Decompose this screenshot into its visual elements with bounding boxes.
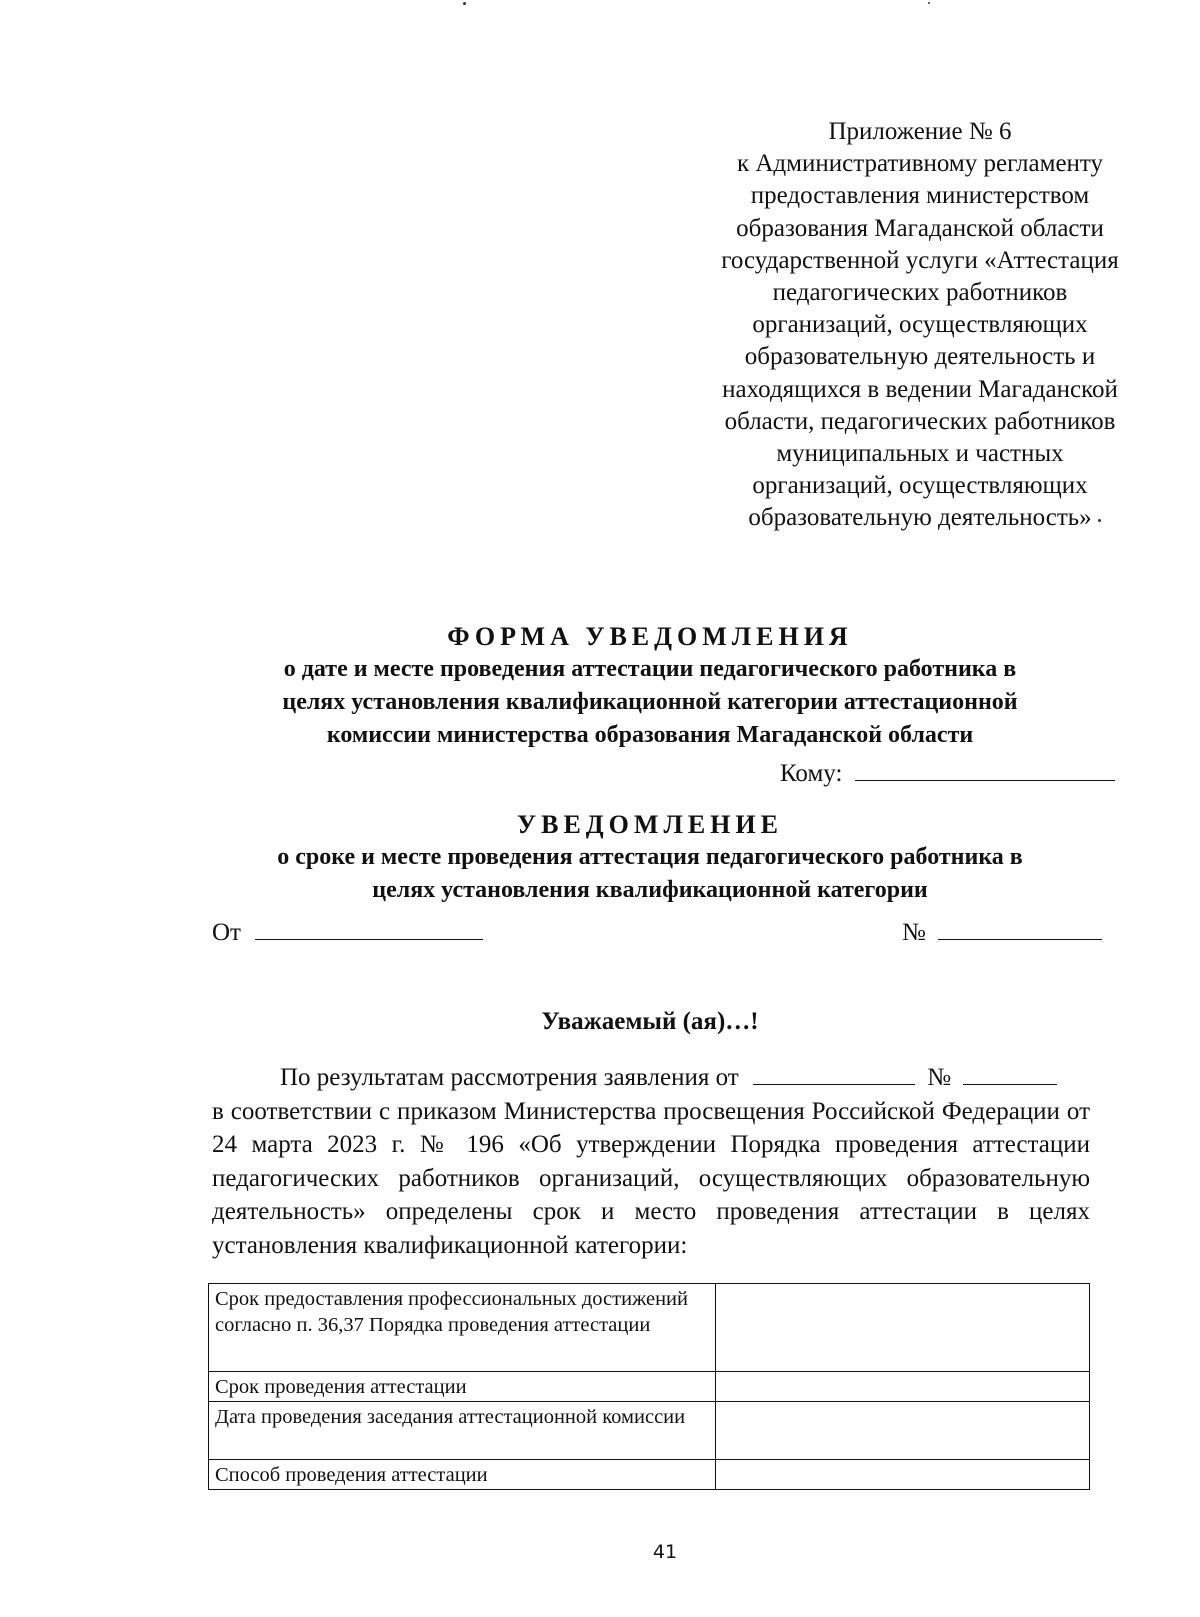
page-number: 41 xyxy=(652,1541,678,1563)
appendix-line: организаций, осуществляющих xyxy=(752,472,1088,500)
appendix-line: находящихся в ведении Магаданской xyxy=(722,375,1118,403)
appendix-line: организаций, осуществляющих xyxy=(752,311,1088,339)
appendix-line: области, педагогических работников xyxy=(724,407,1116,435)
application-number-blank[interactable] xyxy=(963,1060,1057,1085)
table-row xyxy=(209,1372,1090,1402)
form-subtitle-line: комиссии министерства образования Магаданской области xyxy=(326,722,974,748)
appendix-line: педагогических работников xyxy=(772,279,1068,307)
table-cell-label: Срок проведения аттестации xyxy=(209,1372,716,1402)
notice-subtitle-line: целях установления квалификационной категории xyxy=(372,877,928,903)
from-label: От xyxy=(212,919,241,946)
appendix-line: предоставления министерством xyxy=(750,182,1090,210)
notice-subtitle-line: о сроке и месте проведения аттестация педагогического работника в xyxy=(277,844,1023,870)
number-field xyxy=(902,915,1102,947)
recipient-label: Кому: xyxy=(780,760,843,787)
appendix-line: образовательную деятельность и xyxy=(744,343,1096,371)
recipient-row xyxy=(780,756,1115,788)
application-date-blank[interactable] xyxy=(753,1060,915,1085)
table-cell-value[interactable] xyxy=(716,1372,1090,1402)
application-text: По результатам рассмотрения заявления от xyxy=(280,1064,739,1091)
appendix-line: муниципальных и частных xyxy=(776,440,1064,468)
scan-speck xyxy=(463,2,466,5)
notice-heading xyxy=(210,808,1090,907)
application-line xyxy=(212,1060,1090,1095)
table-cell-label: Дата проведения заседания аттестационной комиссии xyxy=(209,1402,716,1460)
appendix-line: образовательную деятельность» xyxy=(748,504,1092,532)
form-heading xyxy=(210,620,1090,752)
greeting: Уважаемый (ая)…! xyxy=(541,1008,759,1035)
appendix-line: государственной услуги «Аттестация xyxy=(721,246,1119,274)
scan-speck xyxy=(928,2,930,4)
appendix-lines xyxy=(700,148,1140,534)
table-cell-value[interactable] xyxy=(716,1284,1090,1372)
from-field xyxy=(212,915,483,947)
appendix-number: Приложение № 6 xyxy=(828,118,1012,145)
number-label: № xyxy=(902,919,926,946)
body-paragraph: в соответствии с приказом Министерства просвещения Российской Федерации от 24 марта 2023 г. № 196 «Об утверждении Порядка проведения аттестации педагогических работников организаций, осуществляющих образовательную деятельность» определены срок и место проведения аттестации в целях установления квалификационной категории: xyxy=(212,1097,1090,1259)
table-row xyxy=(209,1402,1090,1460)
table-row xyxy=(209,1284,1090,1372)
appendix-line: образования Магаданской области xyxy=(736,214,1104,242)
table-cell-value[interactable] xyxy=(716,1460,1090,1490)
table-cell-value[interactable] xyxy=(716,1402,1090,1460)
recipient-blank[interactable] xyxy=(855,756,1115,781)
table-row xyxy=(209,1460,1090,1490)
attestation-table xyxy=(208,1283,1090,1490)
from-blank[interactable] xyxy=(255,915,483,940)
application-number-label: № xyxy=(927,1064,952,1091)
appendix-line: к Административному регламенту xyxy=(736,150,1104,178)
body-text xyxy=(212,1060,1090,1262)
appendix-header xyxy=(700,116,1140,535)
table-cell-label: Способ проведения аттестации xyxy=(209,1460,716,1490)
form-subtitle-line: о дате и месте проведения аттестации педагогического работника в xyxy=(283,656,1017,682)
form-title: ФОРМА УВЕДОМЛЕНИЯ xyxy=(447,622,853,651)
form-subtitle-line: целях установления квалификационной категории аттестационной xyxy=(282,689,1018,715)
table-cell-label: Срок предоставления профессиональных достижений согласно п. 36,37 Порядка проведения аттестации xyxy=(209,1284,716,1372)
number-blank[interactable] xyxy=(938,915,1102,940)
notice-title: УВЕДОМЛЕНИЕ xyxy=(517,810,783,839)
